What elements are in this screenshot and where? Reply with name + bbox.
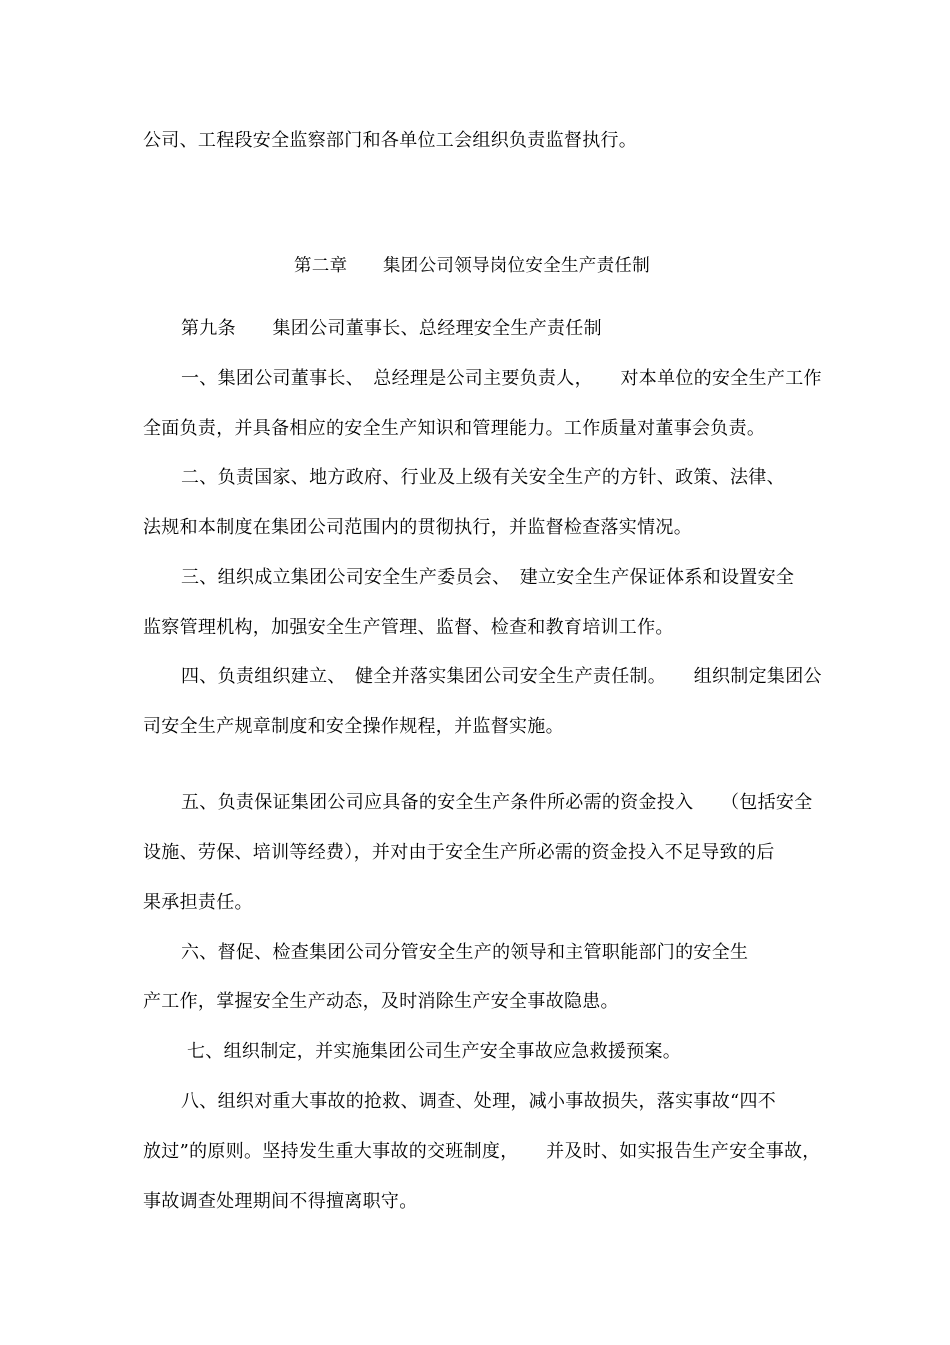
paragraph-line: 四、负责组织建立、 健全并落实集团公司安全生产责任制。 组织制定集团公 bbox=[181, 666, 822, 687]
paragraph-line: 全面负责，并具备相应的安全生产知识和管理能力。工作质量对董事会负责。 bbox=[143, 418, 766, 439]
paragraph-line: 一、集团公司董事长、 总经理是公司主要负责人， 对本单位的安全生产工作 bbox=[181, 368, 822, 389]
paragraph-line: 公司、工程段安全监察部门和各单位工会组织负责监督执行。 bbox=[143, 130, 638, 151]
paragraph-line: 二、负责国家、地方政府、行业及上级有关安全生产的方针、政策、法律、 bbox=[181, 467, 785, 488]
paragraph-line: 果承担责任。 bbox=[143, 892, 253, 913]
paragraph-line: 八、组织对重大事故的抢救、调查、处理，减小事故损失，落实事故“四不 bbox=[181, 1091, 777, 1112]
paragraph-line: 七、组织制定，并实施集团公司生产安全事故应急救援预案。 bbox=[187, 1041, 682, 1062]
paragraph-line: 产工作，掌握安全生产动态，及时消除生产安全事故隐患。 bbox=[143, 991, 619, 1012]
paragraph-line: 法规和本制度在集团公司范围内的贯彻执行，并监督检查落实情况。 bbox=[143, 517, 692, 538]
paragraph-line: 监察管理机构，加强安全生产管理、监督、检查和教育培训工作。 bbox=[143, 617, 674, 638]
paragraph-line: 六、督促、检查集团公司分管安全生产的领导和主管职能部门的安全生 bbox=[181, 942, 749, 963]
paragraph-line: 设施、劳保、培训等经费），并对由于安全生产所必需的资金投入不足导致的后 bbox=[143, 842, 775, 863]
chapter-heading: 第二章 集团公司领导岗位安全生产责任制 bbox=[294, 256, 650, 276]
paragraph-line: 事故调查处理期间不得擅离职守。 bbox=[143, 1191, 418, 1212]
paragraph-line: 三、组织成立集团公司安全生产委员会、 建立安全生产保证体系和设置安全 bbox=[181, 567, 795, 588]
paragraph-line: 司安全生产规章制度和安全操作规程，并监督实施。 bbox=[143, 716, 564, 737]
article-title: 第九条 集团公司董事长、总经理安全生产责任制 bbox=[181, 318, 602, 339]
paragraph-line: 五、负责保证集团公司应具备的安全生产条件所必需的资金投入 （包括安全 bbox=[181, 792, 813, 813]
paragraph-line: 放过”的原则。坚持发生重大事故的交班制度， 并及时、如实报告生产安全事故， bbox=[143, 1141, 821, 1162]
